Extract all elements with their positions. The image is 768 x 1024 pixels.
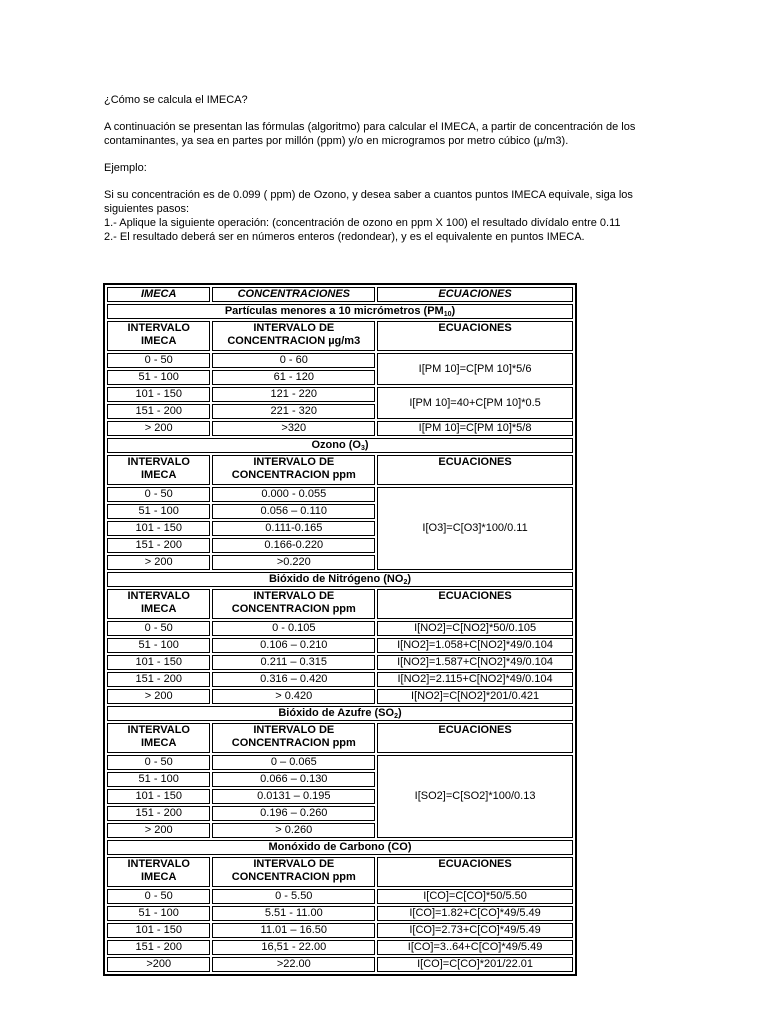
imeca-cell: 151 - 200 (107, 940, 210, 955)
equation-cell: I[PM 10]=C[PM 10]*5/8 (377, 421, 573, 436)
col-ecuaciones: ECUACIONES (377, 455, 573, 485)
equation-cell: I[CO]=C[CO]*201/22.01 (377, 957, 573, 972)
column-header-row (107, 321, 573, 351)
col-interval-imeca (107, 321, 210, 351)
col-label: CONCENTRACION ppm (231, 603, 356, 615)
section-title-pm10 (107, 304, 573, 319)
section-title-o3 (107, 438, 573, 453)
col-label: IMECA (140, 603, 177, 615)
col-interval-concentration (212, 455, 375, 485)
conc-cell: > 0.260 (212, 823, 375, 838)
imeca-cell: 0 - 50 (107, 353, 210, 368)
table-row (107, 387, 573, 402)
subscript: 2 (403, 579, 408, 586)
equation-cell: I[NO2]=1.058+C[NO2]*49/0.104 (377, 638, 573, 653)
col-label: CONCENTRACION ppm (231, 469, 356, 481)
conc-cell: 0.066 – 0.130 (212, 772, 375, 787)
equation-cell: I[PM 10]=40+C[PM 10]*0.5 (377, 387, 573, 419)
conc-cell: 0.196 – 0.260 (212, 806, 375, 821)
col-label: INTERVALO (127, 724, 190, 736)
intro-paragraph-1: A continuación se presentan las fórmulas (algoritmo) para calcular el IMECA, a partir de concentración de los contaminantes, ya sea en partes por millón (ppm) y/o en microgramos por metro cúbico (µ/m3). (104, 121, 636, 147)
section-title-row (107, 438, 573, 453)
col-label: IMECA (140, 469, 177, 481)
column-header-row (107, 455, 573, 485)
subscript: 2 (394, 713, 398, 720)
section-title-so2 (107, 706, 573, 721)
col-label: CONCENTRACION ppm (231, 737, 356, 749)
section-title-end: ) (451, 305, 456, 317)
col-label: INTERVALO DE (253, 858, 335, 870)
equation-cell: I[SO2]=C[SO2]*100/0.13 (377, 755, 573, 838)
equation-cell: I[NO2]=C[NO2]*201/0.421 (377, 689, 573, 704)
imeca-cell: > 200 (107, 555, 210, 570)
col-interval-imeca (107, 589, 210, 619)
example-label: Ejemplo: (104, 162, 147, 174)
conc-cell: 16,51 - 22.00 (212, 940, 375, 955)
conc-cell: 121 - 220 (212, 387, 375, 402)
col-interval-concentration (212, 723, 375, 753)
conc-cell: 0.106 – 0.210 (212, 638, 375, 653)
section-title-end: ) (364, 439, 369, 451)
table-row (107, 940, 573, 955)
column-header-row (107, 723, 573, 753)
col-label: INTERVALO (127, 322, 190, 334)
equation-cell: I[CO]=3..64+C[CO]*49/5.49 (377, 940, 573, 955)
col-ecuaciones: ECUACIONES (377, 723, 573, 753)
equation-cell: I[O3]=C[O3]*100/0.11 (377, 487, 573, 570)
table-row (107, 353, 573, 368)
imeca-cell: 0 - 50 (107, 889, 210, 904)
imeca-cell: 101 - 150 (107, 789, 210, 804)
col-label: INTERVALO DE (253, 590, 335, 602)
imeca-cell: > 200 (107, 421, 210, 436)
equation-cell: I[CO]=C[CO]*50/5.50 (377, 889, 573, 904)
imeca-cell: 101 - 150 (107, 387, 210, 402)
col-interval-imeca (107, 723, 210, 753)
conc-cell: 0.316 – 0.420 (212, 672, 375, 687)
conc-cell: > 0.420 (212, 689, 375, 704)
imeca-cell: 101 - 150 (107, 521, 210, 536)
col-ecuaciones: ECUACIONES (377, 589, 573, 619)
conc-cell: >320 (212, 421, 375, 436)
conc-cell: >22.00 (212, 957, 375, 972)
subscript: 3 (360, 445, 365, 452)
imeca-cell: 0 - 50 (107, 755, 210, 770)
imeca-cell: 51 - 100 (107, 370, 210, 385)
step-1: 1.- Aplique la siguiente operación: (concentración de ozono en ppm X 100) el resultado divídalo entre 0.11 (104, 217, 621, 229)
col-interval-concentration (212, 857, 375, 887)
intro-paragraph-2: Si su concentración es de 0.099 ( ppm) de Ozono, y desea saber a cuantos puntos IMECA equivale, siga los siguientes pasos: (104, 189, 633, 215)
col-label: INTERVALO (127, 456, 190, 468)
imeca-cell: 101 - 150 (107, 923, 210, 938)
col-ecuaciones: ECUACIONES (377, 857, 573, 887)
section-title-text: Bióxido de Nitrógeno (NO (268, 573, 404, 585)
section-title-end: ) (407, 573, 412, 585)
equation-cell: I[NO2]=C[NO2]*50/0.105 (377, 621, 573, 636)
conc-cell: 5.51 - 11.00 (212, 906, 375, 921)
conc-cell: 0.211 – 0.315 (212, 655, 375, 670)
col-label: CONCENTRACION µg/m3 (227, 335, 361, 347)
conc-cell: 61 - 120 (212, 370, 375, 385)
header-concentraciones: CONCENTRACIONES (212, 287, 375, 302)
col-interval-concentration (212, 589, 375, 619)
imeca-cell: 0 - 50 (107, 621, 210, 636)
imeca-table (103, 283, 577, 976)
col-label: IMECA (140, 871, 177, 883)
col-label: INTERVALO DE (253, 456, 335, 468)
table-row (107, 906, 573, 921)
table-row (107, 621, 573, 636)
table-row (107, 957, 573, 972)
imeca-cell: 151 - 200 (107, 672, 210, 687)
section-title-row (107, 304, 573, 319)
section-title-row (107, 572, 573, 587)
col-label: IMECA (140, 737, 177, 749)
imeca-cell: 51 - 100 (107, 638, 210, 653)
imeca-cell: 151 - 200 (107, 538, 210, 553)
table-header-row (107, 287, 573, 302)
equation-cell: I[NO2]=1.587+C[NO2]*49/0.104 (377, 655, 573, 670)
col-label: CONCENTRACION ppm (231, 871, 356, 883)
section-title-co: Monóxido de Carbono (CO) (107, 840, 573, 855)
imeca-cell: 101 - 150 (107, 655, 210, 670)
conc-cell: 0.111-0.165 (212, 521, 375, 536)
section-title-row (107, 840, 573, 855)
imeca-cell: 51 - 100 (107, 906, 210, 921)
table-row (107, 655, 573, 670)
conc-cell: 0.166-0.220 (212, 538, 375, 553)
conc-cell: 0.0131 – 0.195 (212, 789, 375, 804)
equation-cell: I[NO2]=2.115+C[NO2]*49/0.104 (377, 672, 573, 687)
table-row (107, 923, 573, 938)
conc-cell: 0 – 0.065 (212, 755, 375, 770)
col-label: INTERVALO DE (253, 724, 335, 736)
col-interval-imeca (107, 857, 210, 887)
imeca-cell: > 200 (107, 689, 210, 704)
conc-cell: 0 - 0.105 (212, 621, 375, 636)
table-row (107, 755, 573, 770)
column-header-row (107, 589, 573, 619)
conc-cell: 11.01 – 16.50 (212, 923, 375, 938)
imeca-cell: >200 (107, 957, 210, 972)
imeca-cell: 151 - 200 (107, 404, 210, 419)
imeca-cell: > 200 (107, 823, 210, 838)
section-title-row (107, 706, 573, 721)
intro-question: ¿Cómo se calcula el IMECA? (104, 94, 248, 106)
table-row (107, 672, 573, 687)
table-row (107, 689, 573, 704)
col-label: INTERVALO (127, 858, 190, 870)
equation-cell: I[PM 10]=C[PM 10]*5/6 (377, 353, 573, 385)
col-ecuaciones: ECUACIONES (377, 321, 573, 351)
imeca-cell: 51 - 100 (107, 504, 210, 519)
equation-cell: I[CO]=2.73+C[CO]*49/5.49 (377, 923, 573, 938)
equation-cell: I[CO]=1.82+C[CO]*49/5.49 (377, 906, 573, 921)
table-row (107, 889, 573, 904)
conc-cell: >0.220 (212, 555, 375, 570)
col-label: INTERVALO DE (253, 322, 335, 334)
section-title-text: Ozono (O (311, 439, 361, 451)
imeca-cell: 151 - 200 (107, 806, 210, 821)
conc-cell: 0 - 60 (212, 353, 375, 368)
section-title-text: Partículas menores a 10 micrómetros (PM (224, 305, 444, 317)
section-title-no2 (107, 572, 573, 587)
table-row (107, 421, 573, 436)
intro-text (104, 93, 664, 244)
column-header-row (107, 857, 573, 887)
conc-cell: 0.000 - 0.055 (212, 487, 375, 502)
col-interval-concentration (212, 321, 375, 351)
conc-cell: 221 - 320 (212, 404, 375, 419)
col-label: IMECA (140, 335, 177, 347)
imeca-cell: 0 - 50 (107, 487, 210, 502)
conc-cell: 0.056 – 0.110 (212, 504, 375, 519)
col-interval-imeca (107, 455, 210, 485)
subscript: 10 (443, 311, 452, 318)
table-row (107, 487, 573, 502)
table-row (107, 638, 573, 653)
step-2: 2.- El resultado deberá ser en números enteros (redondear), y es el equivalente en puntos IMECA. (104, 231, 585, 243)
section-title-end: ) (397, 707, 402, 719)
conc-cell: 0 - 5.50 (212, 889, 375, 904)
imeca-cell: 51 - 100 (107, 772, 210, 787)
header-ecuaciones: ECUACIONES (377, 287, 573, 302)
section-title-text: Bióxido de Azufre (SO (278, 707, 395, 719)
header-imeca: IMECA (107, 287, 210, 302)
col-label: INTERVALO (127, 590, 190, 602)
